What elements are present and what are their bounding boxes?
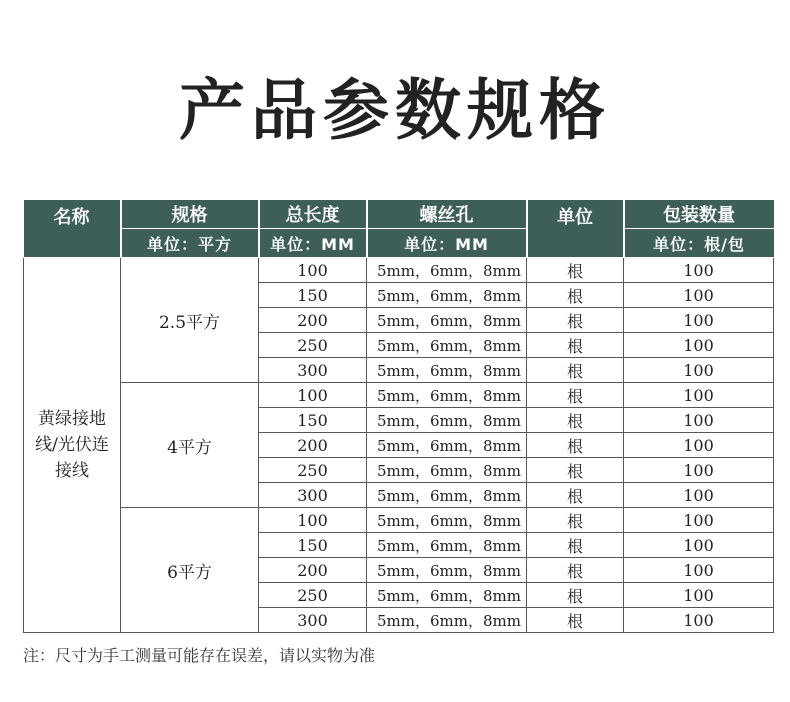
length-cell: 150 bbox=[259, 533, 367, 558]
qty-cell: 100 bbox=[624, 333, 774, 358]
length-cell: 300 bbox=[259, 608, 367, 633]
unit-length: 单位：MM bbox=[259, 229, 367, 258]
table-body bbox=[24, 258, 774, 633]
table-header bbox=[24, 200, 774, 258]
holes-cell: 5mm，6mm，8mm bbox=[367, 433, 527, 458]
holes-cell: 5mm，6mm，8mm bbox=[367, 258, 527, 283]
qty-cell: 100 bbox=[624, 308, 774, 333]
length-cell: 150 bbox=[259, 408, 367, 433]
unit-cell: 根 bbox=[527, 583, 624, 608]
holes-cell: 5mm，6mm，8mm bbox=[367, 533, 527, 558]
length-cell: 150 bbox=[259, 283, 367, 308]
unit-cell: 根 bbox=[527, 358, 624, 383]
length-cell: 100 bbox=[259, 258, 367, 283]
length-cell: 300 bbox=[259, 358, 367, 383]
header-row bbox=[24, 200, 774, 229]
unit-cell: 根 bbox=[527, 408, 624, 433]
unit-row bbox=[24, 229, 774, 258]
product-name-cell: 黄绿接地线/光伏连接线 bbox=[24, 258, 121, 633]
length-cell: 250 bbox=[259, 333, 367, 358]
unit-cell: 根 bbox=[527, 283, 624, 308]
qty-cell: 100 bbox=[624, 608, 774, 633]
unit-cell: 根 bbox=[527, 333, 624, 358]
qty-cell: 100 bbox=[624, 258, 774, 283]
length-cell: 100 bbox=[259, 508, 367, 533]
table-row bbox=[24, 508, 774, 533]
qty-cell: 100 bbox=[624, 558, 774, 583]
unit-holes: 单位：MM bbox=[367, 229, 527, 258]
holes-cell: 5mm，6mm，8mm bbox=[367, 283, 527, 308]
qty-cell: 100 bbox=[624, 383, 774, 408]
qty-cell: 100 bbox=[624, 433, 774, 458]
table-row bbox=[24, 383, 774, 408]
holes-cell: 5mm，6mm，8mm bbox=[367, 458, 527, 483]
unit-cell: 根 bbox=[527, 508, 624, 533]
unit-cell: 根 bbox=[527, 458, 624, 483]
unit-qty: 单位：根/包 bbox=[624, 229, 774, 258]
length-cell: 250 bbox=[259, 583, 367, 608]
qty-cell: 100 bbox=[624, 358, 774, 383]
unit-cell: 根 bbox=[527, 483, 624, 508]
unit-spec: 单位：平方 bbox=[121, 229, 259, 258]
holes-cell: 5mm，6mm，8mm bbox=[367, 333, 527, 358]
holes-cell: 5mm，6mm，8mm bbox=[367, 608, 527, 633]
unit-cell: 根 bbox=[527, 383, 624, 408]
footnote: 注：尺寸为手工测量可能存在误差，请以实物为准 bbox=[23, 646, 376, 665]
length-cell: 300 bbox=[259, 483, 367, 508]
length-cell: 250 bbox=[259, 458, 367, 483]
page-title: 产品参数规格 bbox=[179, 72, 611, 149]
header-length: 总长度 bbox=[259, 200, 367, 229]
holes-cell: 5mm，6mm，8mm bbox=[367, 558, 527, 583]
unit-cell: 根 bbox=[527, 433, 624, 458]
unit-cell: 根 bbox=[527, 608, 624, 633]
length-cell: 200 bbox=[259, 433, 367, 458]
holes-cell: 5mm，6mm，8mm bbox=[367, 383, 527, 408]
qty-cell: 100 bbox=[624, 283, 774, 308]
unit-cell: 根 bbox=[527, 308, 624, 333]
spec-table bbox=[23, 200, 774, 633]
length-cell: 200 bbox=[259, 558, 367, 583]
header-holes: 螺丝孔 bbox=[367, 200, 527, 229]
header-unit: 单位 bbox=[527, 200, 624, 258]
holes-cell: 5mm，6mm，8mm bbox=[367, 508, 527, 533]
qty-cell: 100 bbox=[624, 583, 774, 608]
holes-cell: 5mm，6mm，8mm bbox=[367, 408, 527, 433]
qty-cell: 100 bbox=[624, 508, 774, 533]
unit-cell: 根 bbox=[527, 533, 624, 558]
qty-cell: 100 bbox=[624, 483, 774, 508]
holes-cell: 5mm，6mm，8mm bbox=[367, 358, 527, 383]
unit-cell: 根 bbox=[527, 258, 624, 283]
header-qty: 包装数量 bbox=[624, 200, 774, 229]
header-name: 名称 bbox=[24, 200, 121, 258]
holes-cell: 5mm，6mm，8mm bbox=[367, 308, 527, 333]
length-cell: 200 bbox=[259, 308, 367, 333]
qty-cell: 100 bbox=[624, 533, 774, 558]
spec-cell: 4平方 bbox=[121, 383, 259, 508]
holes-cell: 5mm，6mm，8mm bbox=[367, 583, 527, 608]
holes-cell: 5mm，6mm，8mm bbox=[367, 483, 527, 508]
unit-cell: 根 bbox=[527, 558, 624, 583]
qty-cell: 100 bbox=[624, 458, 774, 483]
qty-cell: 100 bbox=[624, 408, 774, 433]
spec-cell: 2.5平方 bbox=[121, 258, 259, 383]
length-cell: 100 bbox=[259, 383, 367, 408]
table-row bbox=[24, 258, 774, 283]
spec-cell: 6平方 bbox=[121, 508, 259, 633]
header-spec: 规格 bbox=[121, 200, 259, 229]
